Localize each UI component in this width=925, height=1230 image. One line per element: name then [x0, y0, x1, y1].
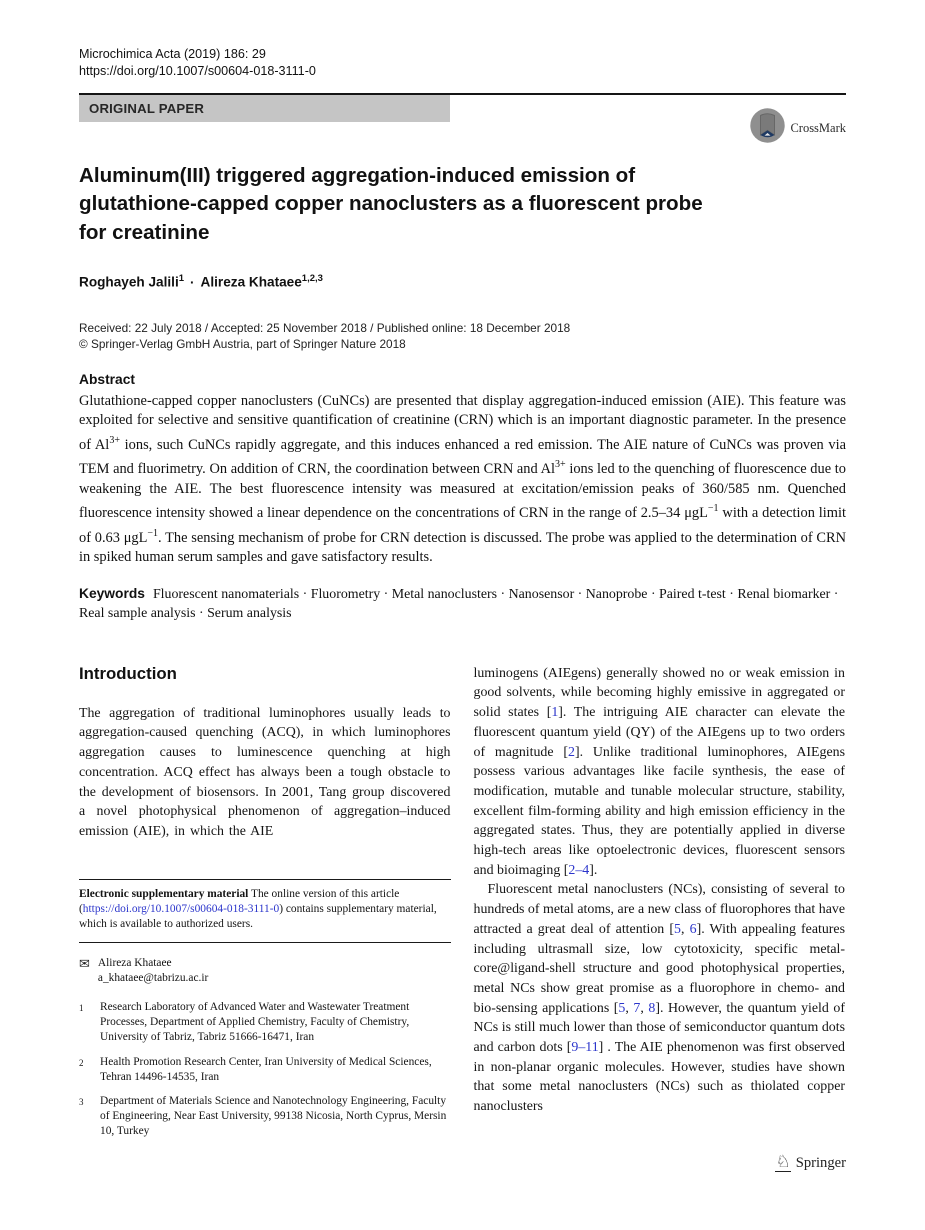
publication-history	[79, 320, 846, 352]
corresponding-author-email: a_khataee@tabrizu.ac.ir	[97, 971, 209, 984]
author-name: Roghayeh Jalili	[79, 274, 179, 290]
affiliation-text: Department of Materials Science and Nanotechnology Engineering, Faculty of Engineering, Near East University, 99138 Nicosia, North Cyprus, Mersin 10, Turkey	[100, 1095, 447, 1138]
inline-link[interactable]: 7	[633, 1000, 641, 1016]
springer-logo-icon: ♘	[775, 1152, 791, 1172]
crossmark-label: CrossMark	[790, 120, 846, 135]
keywords-section	[79, 584, 846, 624]
affiliation-number: 3	[79, 1097, 84, 1108]
author-name: Alireza Khataee	[200, 274, 302, 290]
inline-link[interactable]: https://doi.org/10.1007/s00604-018-3111-0	[82, 903, 280, 916]
inline-link[interactable]: 6	[689, 921, 697, 937]
affiliations-list	[79, 1000, 451, 1140]
inline-link[interactable]: 9–11	[571, 1040, 599, 1056]
right-column	[474, 664, 846, 1140]
affiliation-text: Research Laboratory of Advanced Water and Wastewater Treatment Processes, Department of Applied Chemistry, Faculty of Chemistry, University of Tabriz, Tabriz 51666-16471, Iran	[100, 1001, 410, 1044]
author-affiliation-sup: 1,2,3	[301, 273, 323, 285]
publisher-name: Springer	[795, 1154, 846, 1171]
inline-link[interactable]: 1	[551, 705, 559, 721]
inline-link[interactable]: 2	[568, 744, 575, 760]
inline-link[interactable]: 2–4	[568, 862, 590, 878]
author-list	[79, 273, 846, 290]
body-paragraph: luminogens (AIEgens) generally showed no or weak emission in good solvents, while becoming highly emissive in aggregated or solid states [1]. The intriguing AIE character can elevate the fluorescent quantum yield (QY) of the AIEgens up to two orders of magnitude [2]. Unlike traditional luminophores, AIEgens possess various advantages like facile synthesis, the ease of modification, mutable and tunable molecular structure, stability, excellent film-forming ability and high emission efficiency in the aggregated states. Thus, they are potentially applied in diverse high-tech areas like optoelectronic devices, fluorescent sensors and bioimaging [2–4].	[473, 665, 846, 878]
inline-link[interactable]: 5	[674, 921, 681, 937]
crossmark-icon	[749, 107, 786, 149]
abstract-heading: Abstract	[79, 371, 135, 387]
footnote-block	[79, 879, 451, 1140]
affiliation-item	[79, 1000, 451, 1046]
article-doi: https://doi.org/10.1007/s00604-018-3111-0	[79, 64, 316, 78]
two-column-body	[79, 664, 846, 1140]
inline-link[interactable]: 5	[618, 1000, 626, 1016]
crossmark-badge[interactable]	[749, 107, 846, 149]
article-title: Aluminum(III) triggered aggregation-induced emission of glutathione-capped copper nanoclusters as a fluorescent probe for creatinine	[79, 164, 703, 244]
introduction-heading: Introduction	[79, 663, 177, 683]
affiliation-text: Health Promotion Research Center, Iran University of Medical Sciences, Tehran 14496-14535, Iran	[100, 1055, 432, 1083]
author-separator: ·	[190, 274, 195, 290]
corresponding-author-name: Alireza Khataee	[97, 956, 172, 969]
received-accepted-line: Received: 22 July 2018 / Accepted: 25 November 2018 / Published online: 18 December 2018	[79, 320, 571, 335]
correspondence-block	[79, 956, 451, 986]
keywords-list: Fluorescent nanomaterials · Fluorometry · Metal nanoclusters · Nanosensor · Nanoprobe · Paired t-test · Renal biomarker · Real sample analysis · Serum analysis	[79, 586, 839, 622]
introduction-paragraph: The aggregation of traditional luminophores usually leads to aggregation-caused quenching (ACQ), in which luminophores aggregation causes to luminescence quenching at high concentration. ACQ effect has always been a tough obstacle to the development of biosensors. In 2001, Tang group discovered a novel photophysical phenomenon of aggregation–induced emission (AIE), in which the AIE	[79, 705, 451, 839]
copyright-line: © Springer-Verlag GmbH Austria, part of Springer Nature 2018	[79, 336, 406, 351]
left-column	[79, 664, 451, 1140]
article-type-banner: ORIGINAL PAPER	[79, 95, 450, 122]
abstract-text: Glutathione-capped copper nanoclusters (CuNCs) are presented that display aggregation-induced emission (AIE). This feature was exploited for selective and sensitive quantification of creatinine (CRN) which is an important diagnostic parameter. In the presence of $Al^{3+}$ ions, such CuNCs rapidly aggregate, and this induces enhanced a red emission. The AIE nature of CuNCs was proven via TEM and fluorimetry. On addition of CRN, the coordination between CRN and $Al^{3+}$ ions led to the quenching of fluorescence due to weakening the AIE. The best fluorescence intensity was measured at excitation/emission peaks of 360/585 nm. Quenched fluorescence intensity showed a linear dependence on the concentrations of CRN in the range of 2.5–34 μgL$^{-1}$ with a detection limit of 0.63 μgL$^{-1}$. The sensing mechanism of probe for CRN detection is discussed. The probe was applied to the determination of CRN in spiked human serum samples and gave satisfactory results.	[79, 392, 846, 566]
publisher-footer	[775, 1154, 846, 1172]
affiliation-number: 1	[79, 1003, 84, 1014]
keywords-heading: Keywords	[79, 585, 145, 601]
affiliation-number: 2	[79, 1057, 84, 1068]
envelope-icon: ✉	[79, 955, 90, 971]
abstract-section	[79, 372, 846, 568]
affiliation-item	[79, 1055, 451, 1085]
supplementary-material-note: Electronic supplementary material The online version of this article (https://doi.org/10.1007/s00604-018-3111-0) contains supplementary material, which is available to authorized users.	[79, 879, 451, 943]
journal-reference: Microchimica Acta (2019) 186: 29	[79, 47, 266, 61]
corresponding-author	[98, 956, 208, 986]
inline-link[interactable]: 8	[648, 1000, 656, 1016]
column-spacer	[79, 842, 451, 879]
affiliation-item	[79, 1094, 451, 1140]
body-paragraph: Fluorescent metal nanoclusters (NCs), consisting of several to hundreds of metal atoms, are a new class of fluorophores that have attracted a great deal of attention [5, 6]. With appealing features including ultrasmall size, low cytotoxicity, specific metal-core@ligand-shell structure and good photophysical properties, metal NCs show great promise as a fluorophore in chemo- and bio-sensing applications [5, 7, 8]. However, the quantum yield of NCs is still much lower than those of semiconductor quantum dots and carbon dots [9–11] . The AIE phenomenon was first observed in non-planar organic molecules. However, studies have shown that some metal nanoclusters (NCs) such as thiolated copper nanoclusters	[473, 882, 846, 1115]
author-affiliation-sup: 1	[178, 273, 185, 285]
